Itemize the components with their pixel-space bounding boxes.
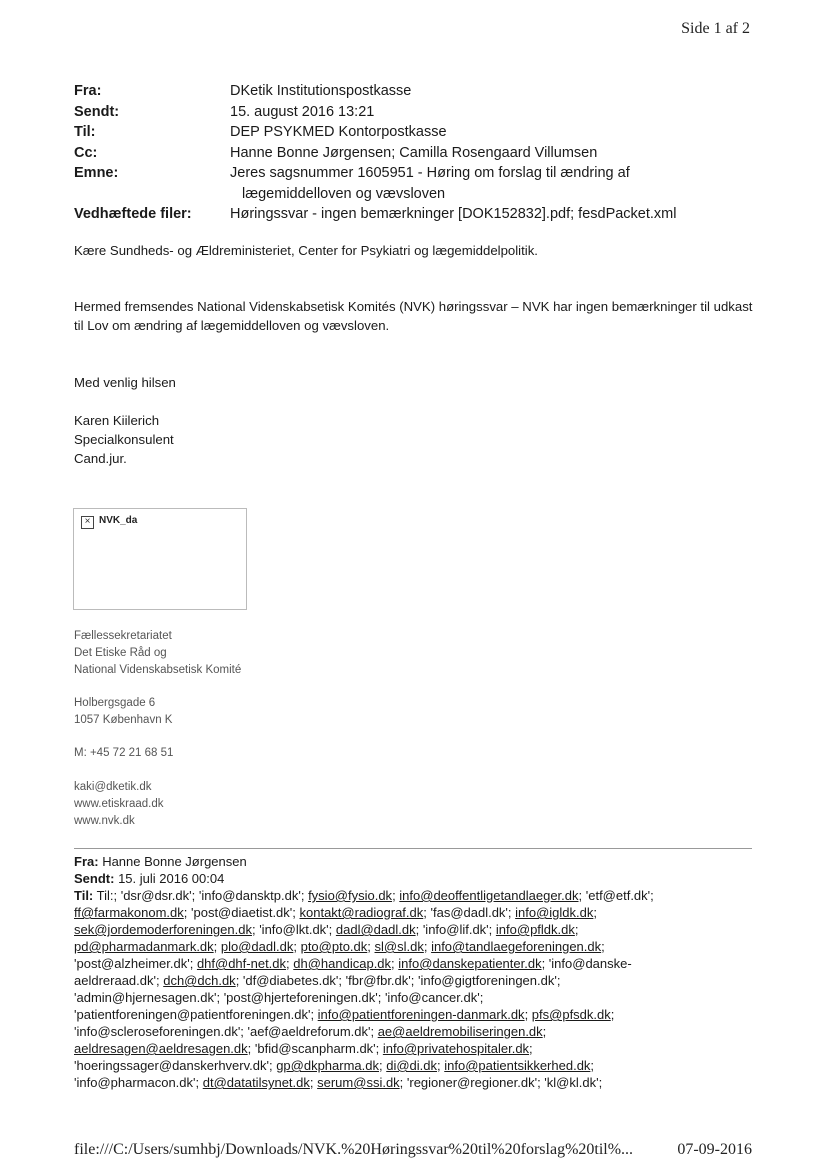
recipient-text: ; xyxy=(391,956,399,971)
recipient-email-link[interactable]: dhf@dhf-net.dk xyxy=(196,956,287,971)
recipient-text: ; xyxy=(524,1007,532,1022)
recipient-text: ; xyxy=(610,1007,615,1022)
recipient-text: ; xyxy=(213,939,221,954)
recipient-email-link[interactable]: info@patientforeningen-danmark.dk xyxy=(317,1007,525,1022)
recipient-email-link[interactable]: info@patientsikkerhed.dk xyxy=(444,1058,591,1073)
attachments-row xyxy=(74,204,764,225)
recipient-line xyxy=(74,938,764,955)
page-number: Side 1 af 2 xyxy=(681,20,750,37)
recipient-email-link[interactable]: info@tandlaegeforeningen.dk xyxy=(431,939,602,954)
recipient-text: Til:; 'dsr@dsr.dk'; 'info@dansktp.dk'; xyxy=(93,888,309,903)
org-line-3: National Videnskabsetisk Komité xyxy=(74,664,242,676)
recipient-email-link[interactable]: plo@dadl.dk xyxy=(220,939,294,954)
recipient-line xyxy=(74,989,764,1006)
recipient-email-link[interactable]: sek@jordemoderforeningen.dk xyxy=(74,922,252,937)
subject-line-2: lægemiddelloven og vævsloven xyxy=(242,185,446,202)
attachments-value[interactable]: Høringssvar - ingen bemærkninger [DOK152832].pdf; fesdPacket.xml xyxy=(230,206,677,222)
forwarded-header xyxy=(74,853,764,1091)
recipient-text: ; 'df@diabetes.dk'; 'fbr@fbr.dk'; 'info@gigtforeningen.dk'; xyxy=(235,973,561,988)
recipient-email-link[interactable]: info@igldk.dk xyxy=(515,905,594,920)
recipient-email-link[interactable]: info@privatehospitaler.dk xyxy=(382,1041,530,1056)
website-link-2[interactable]: www.nvk.dk xyxy=(74,815,135,827)
forwarded-sent-value: 15. juli 2016 00:04 xyxy=(118,871,225,886)
recipient-line xyxy=(74,887,764,904)
main-paragraph: Hermed fremsendes National Videnskabsetisk Komités (NVK) høringssvar – NVK har ingen bemærkninger til udkast til Lov om ændring af lægemiddelloven og vævsloven. xyxy=(74,299,753,333)
recipient-email-link[interactable]: sl@sl.dk xyxy=(374,939,424,954)
regards: Med venlig hilsen xyxy=(74,375,176,390)
recipient-text: ; xyxy=(309,1075,318,1090)
recipient-email-link[interactable]: dadl@dadl.dk xyxy=(335,922,416,937)
recipient-email-link[interactable]: gp@dkpharma.dk xyxy=(276,1058,379,1073)
email-link[interactable]: kaki@dketik.dk xyxy=(74,781,152,793)
recipient-email-link[interactable]: pto@pto.dk xyxy=(300,939,368,954)
recipient-text: ; 'fas@dadl.dk'; xyxy=(423,905,516,920)
signature xyxy=(74,411,764,468)
recipient-text: ; xyxy=(423,939,432,954)
recipient-email-link[interactable]: info@danskepatienter.dk xyxy=(398,956,542,971)
recipient-text: 'info@scleroseforeningen.dk'; 'aef@aeldreforum.dk'; xyxy=(74,1024,378,1039)
recipient-email-link[interactable]: pfs@pfsdk.dk xyxy=(531,1007,611,1022)
forwarded-sent-row xyxy=(74,870,764,887)
divider xyxy=(74,848,752,849)
to-row xyxy=(74,122,764,143)
recipient-email-link[interactable]: dt@datatilsynet.dk xyxy=(202,1075,310,1090)
broken-image-icon: × xyxy=(81,516,94,529)
recipient-text: ; xyxy=(529,1041,533,1056)
contact-organization xyxy=(74,628,474,679)
from-row xyxy=(74,81,764,102)
contact-phone: M: +45 72 21 68 51 xyxy=(74,747,174,759)
image-alt-text: NVK_da xyxy=(99,515,138,526)
contact-links xyxy=(74,779,474,830)
signature-title: Specialkonsulent xyxy=(74,432,174,447)
org-line-2: Det Etiske Råd og xyxy=(74,647,167,659)
recipient-text: ; 'info@lif.dk'; xyxy=(415,922,496,937)
recipient-text: ; xyxy=(590,1058,595,1073)
recipient-text: ; xyxy=(286,956,294,971)
forwarded-recipients xyxy=(74,887,764,1091)
from-value: DKetik Institutionspostkasse xyxy=(230,83,412,99)
recipient-text: ; xyxy=(593,905,598,920)
forwarded-to-label: Til: xyxy=(74,888,94,903)
recipient-text: ; xyxy=(574,922,579,937)
subject-value xyxy=(230,163,764,204)
forwarded-sent-label: Sendt: xyxy=(74,871,115,886)
recipient-email-link[interactable]: pd@pharmadanmark.dk xyxy=(74,939,214,954)
from-label: Fra: xyxy=(74,83,102,99)
greeting: Kære Sundheds- og Ældreministeriet, Center for Psykiatri og lægemiddelpolitik. xyxy=(74,243,538,258)
subject-line-1: Jeres sagsnummer 1605951 - Høring om forslag til ændring af xyxy=(230,165,630,181)
cc-row xyxy=(74,143,764,164)
recipient-text: ; 'bfid@scanpharm.dk'; xyxy=(247,1041,383,1056)
recipient-line xyxy=(74,1006,764,1023)
org-line-1: Fællessekretariatet xyxy=(74,630,172,642)
recipient-email-link[interactable]: di@di.dk xyxy=(386,1058,438,1073)
recipient-line xyxy=(74,1074,764,1091)
recipient-line xyxy=(74,1057,764,1074)
recipient-text: ; 'info@danske- xyxy=(541,956,632,971)
recipient-text: ; xyxy=(379,1058,387,1073)
street: Holbergsgade 6 xyxy=(74,697,156,709)
recipient-text: ; 'info@lkt.dk'; xyxy=(251,922,336,937)
recipient-text: 'post@alzheimer.dk'; xyxy=(74,956,197,971)
recipient-text: ; xyxy=(367,939,375,954)
recipient-line xyxy=(74,904,764,921)
recipient-line xyxy=(74,921,764,938)
recipient-email-link[interactable]: kontakt@radiograf.dk xyxy=(299,905,424,920)
recipient-text: aeldreraad.dk'; xyxy=(74,973,164,988)
forwarded-from-row xyxy=(74,853,764,870)
recipient-email-link[interactable]: dch@dch.dk xyxy=(163,973,236,988)
email-header xyxy=(74,81,764,225)
recipient-line xyxy=(74,955,764,972)
contact-address xyxy=(74,695,474,729)
recipient-line xyxy=(74,1040,764,1057)
recipient-text: ; xyxy=(293,939,301,954)
recipient-email-link[interactable]: info@deoffentligetandlaeger.dk xyxy=(399,888,579,903)
recipient-email-link[interactable]: serum@ssi.dk xyxy=(317,1075,400,1090)
recipient-email-link[interactable]: fysio@fysio.dk xyxy=(308,888,393,903)
signature-degree: Cand.jur. xyxy=(74,451,127,466)
attachments-label: Vedhæftede filer: xyxy=(74,206,192,222)
recipient-email-link[interactable]: dh@handicap.dk xyxy=(293,956,392,971)
to-label: Til: xyxy=(74,124,96,140)
sent-label: Sendt: xyxy=(74,103,120,120)
footer-date: 07-09-2016 xyxy=(677,1141,752,1158)
cc-label: Cc: xyxy=(74,144,98,161)
recipient-line xyxy=(74,1023,764,1040)
signature-name: Karen Kiilerich xyxy=(74,413,160,428)
subject-label: Emne: xyxy=(74,165,119,181)
recipient-text: 'admin@hjernesagen.dk'; 'post@hjerteforeningen.dk'; 'info@cancer.dk'; xyxy=(74,990,484,1005)
sent-row xyxy=(74,102,764,123)
website-link-1[interactable]: www.etiskraad.dk xyxy=(74,798,164,810)
to-value: DEP PSYKMED Kontorpostkasse xyxy=(230,124,447,140)
recipient-email-link[interactable]: aeldresagen@aeldresagen.dk xyxy=(74,1041,248,1056)
subject-row xyxy=(74,163,764,204)
recipient-text: ; xyxy=(542,1024,547,1039)
city: 1057 København K xyxy=(74,714,173,726)
recipient-text: ; 'etf@etf.dk'; xyxy=(578,888,654,903)
recipient-text: ; xyxy=(601,939,605,954)
recipient-text: 'hoeringssager@danskerhverv.dk'; xyxy=(74,1058,277,1073)
recipient-text: 'info@pharmacon.dk'; xyxy=(74,1075,203,1090)
logo-image-placeholder xyxy=(73,508,247,610)
cc-value: Hanne Bonne Jørgensen; Camilla Rosengaard Villumsen xyxy=(230,144,598,161)
recipient-text: ; 'post@diaetist.dk'; xyxy=(183,905,300,920)
print-footer xyxy=(74,1141,752,1159)
recipient-text: 'patientforeningen@patientforeningen.dk'; xyxy=(74,1007,318,1022)
forwarded-from-value: Hanne Bonne Jørgensen xyxy=(102,854,247,869)
footer-path: file:///C:/Users/sumhbj/Downloads/NVK.%20Høringssvar%20til%20forslag%20til%... xyxy=(74,1141,634,1158)
forwarded-from-label: Fra: xyxy=(74,854,99,869)
recipient-text: ; xyxy=(392,888,400,903)
recipient-text: ; xyxy=(437,1058,445,1073)
recipient-line xyxy=(74,972,764,989)
sent-value: 15. august 2016 13:21 xyxy=(230,103,375,120)
recipient-email-link[interactable]: ae@aeldremobiliseringen.dk xyxy=(377,1024,543,1039)
recipient-text: ; 'regioner@regioner.dk'; 'kl@kl.dk'; xyxy=(399,1075,603,1090)
recipient-email-link[interactable]: ff@farmakonom.dk xyxy=(74,905,184,920)
recipient-email-link[interactable]: info@pfldk.dk xyxy=(495,922,575,937)
